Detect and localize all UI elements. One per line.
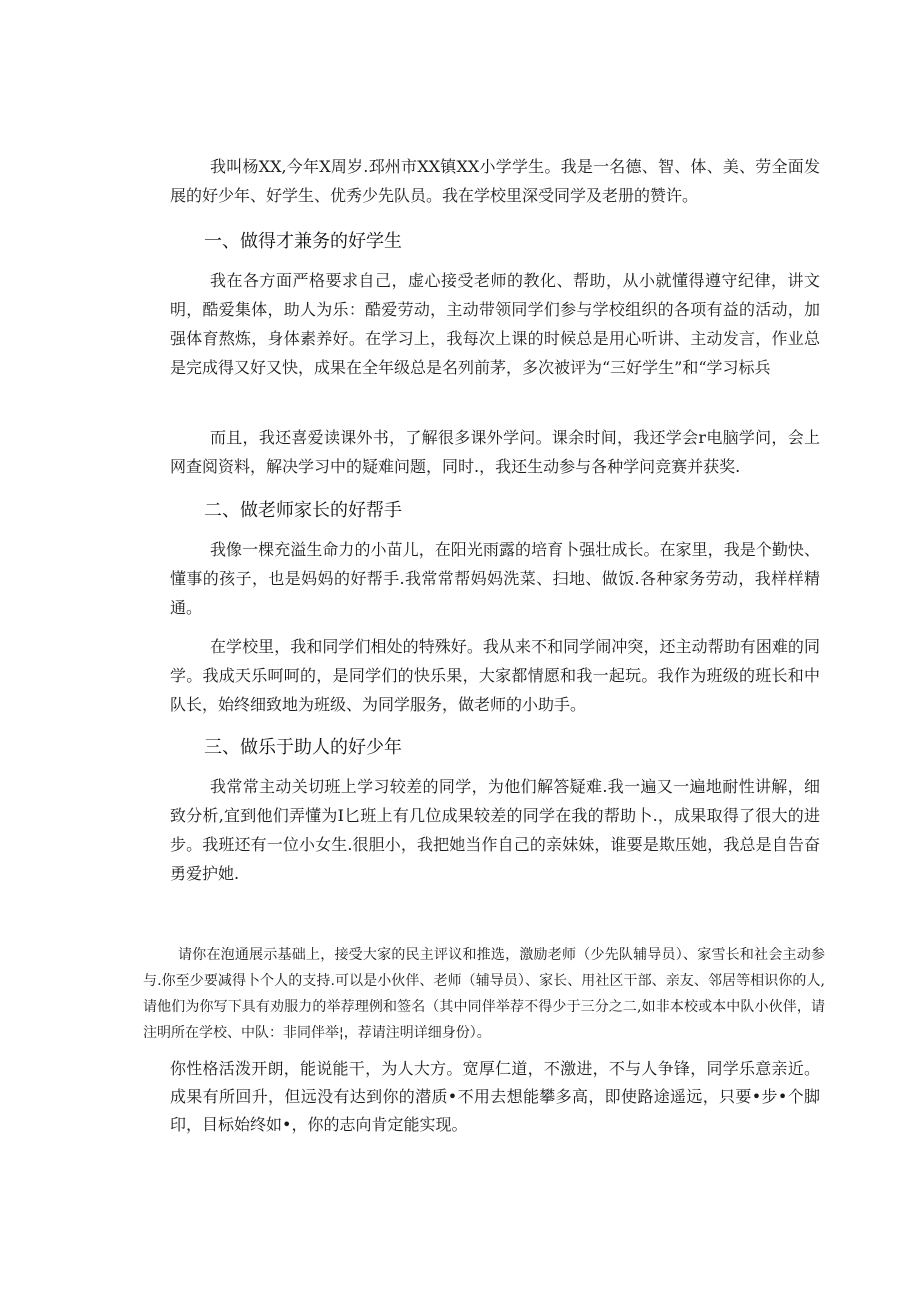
recommendation-note: 请你在泡通展示基础上，接受大家的民主评议和推选，激励老师（少先队辅导员）、家雪长和社会主动参与.你至少要减得卜个人的支持.可以是小伙伴、老师（辅导员）、家长、用社区干部、亲友、邻居等相识你的人,请他们为你写下具有劝服力的举荐理例和签名（其中同伴举荐不得少于三分之二,如非本校或本中队小伙伴，请注明所在学校、中队：非同伴举¦，荐请注明详细身份）。 <box>143 947 825 1041</box>
section-1-heading: 一、做得才兼务的好学生 <box>204 231 402 252</box>
closing-paragraph: 你性格活泼开朗，能说能干，为人大方。宽厚仁道，不激进，不与人争锋，同学乐意亲近。成果有所回升，但远没有达到你的潜质•不用去想能攀多高，即使路途遥远，只要•步•个脚印，目标始终如•，你的志向肯定能实现。 <box>170 1059 820 1134</box>
section-1-paragraph-1: 我在各方面严格要求自己，虚心接受老师的教化、帮助，从小就懂得遵守纪律，讲文明，酷爱集体，助人为乐：酷爱劳动，主动带领同学们参与学校组织的各项有益的活动，加强体育熬炼，身体素养好。在学习上，我每次上课的时候总是用心听讲、主动发言，作业总是完成得又好又快，成果在全年级总是名列前茅，多次被评为“三好学生”和“学习标兵 <box>170 271 820 377</box>
section-1-paragraph-2: 而且，我还喜爱读课外书，了解很多课外学问。课余时间，我还学会r电脑学问，会上网查阅资料，解决学习中的疑难问题，同时.，我还生动参与各种学问竞赛并获奖. <box>170 428 820 476</box>
section-2-heading: 二、做老师家长的好帮手 <box>204 500 402 521</box>
section-3-paragraph-1: 我常常主动关切班上学习较差的同学，为他们解答疑难.我一遍又一遍地耐性讲解，细致分析,宜到他们弄懂为I匕班上有几位成果较差的同学在我的帮助卜.，成果取得了很大的进步。我班还有一位小女生.很胆小，我把她当作自己的亲妹妹，谁要是欺压她，我总是自告奋勇爱护她. <box>170 777 820 883</box>
section-2-paragraph-1: 我像一棵充溢生命力的小苗儿，在阳光雨露的培育卜强壮成长。在家里，我是个勤快、懂事的孩子，也是妈妈的好帮手.我常常帮妈妈洗菜、扫地、做饭.各种家务劳动，我样样精通。 <box>170 540 820 617</box>
intro-paragraph: 我叫杨XX,今年X周岁.邳州市XX镇XX小学学生。我是一名德、智、体、美、劳全面发展的好少年、好学生、优秀少先队员。我在学校里深受同学及老册的赞许。 <box>170 157 820 205</box>
section-2-paragraph-2: 在学校里，我和同学们相处的特殊好。我从来不和同学闹冲突，还主动帮助有困难的同学。我成天乐呵呵的，是同学们的快乐果，大家都情愿和我一起玩。我作为班级的班长和中队长，始终细致地为班级、为同学服务，做老师的小助手。 <box>170 637 820 714</box>
section-3-heading: 三、做乐于助人的好少年 <box>204 737 402 758</box>
